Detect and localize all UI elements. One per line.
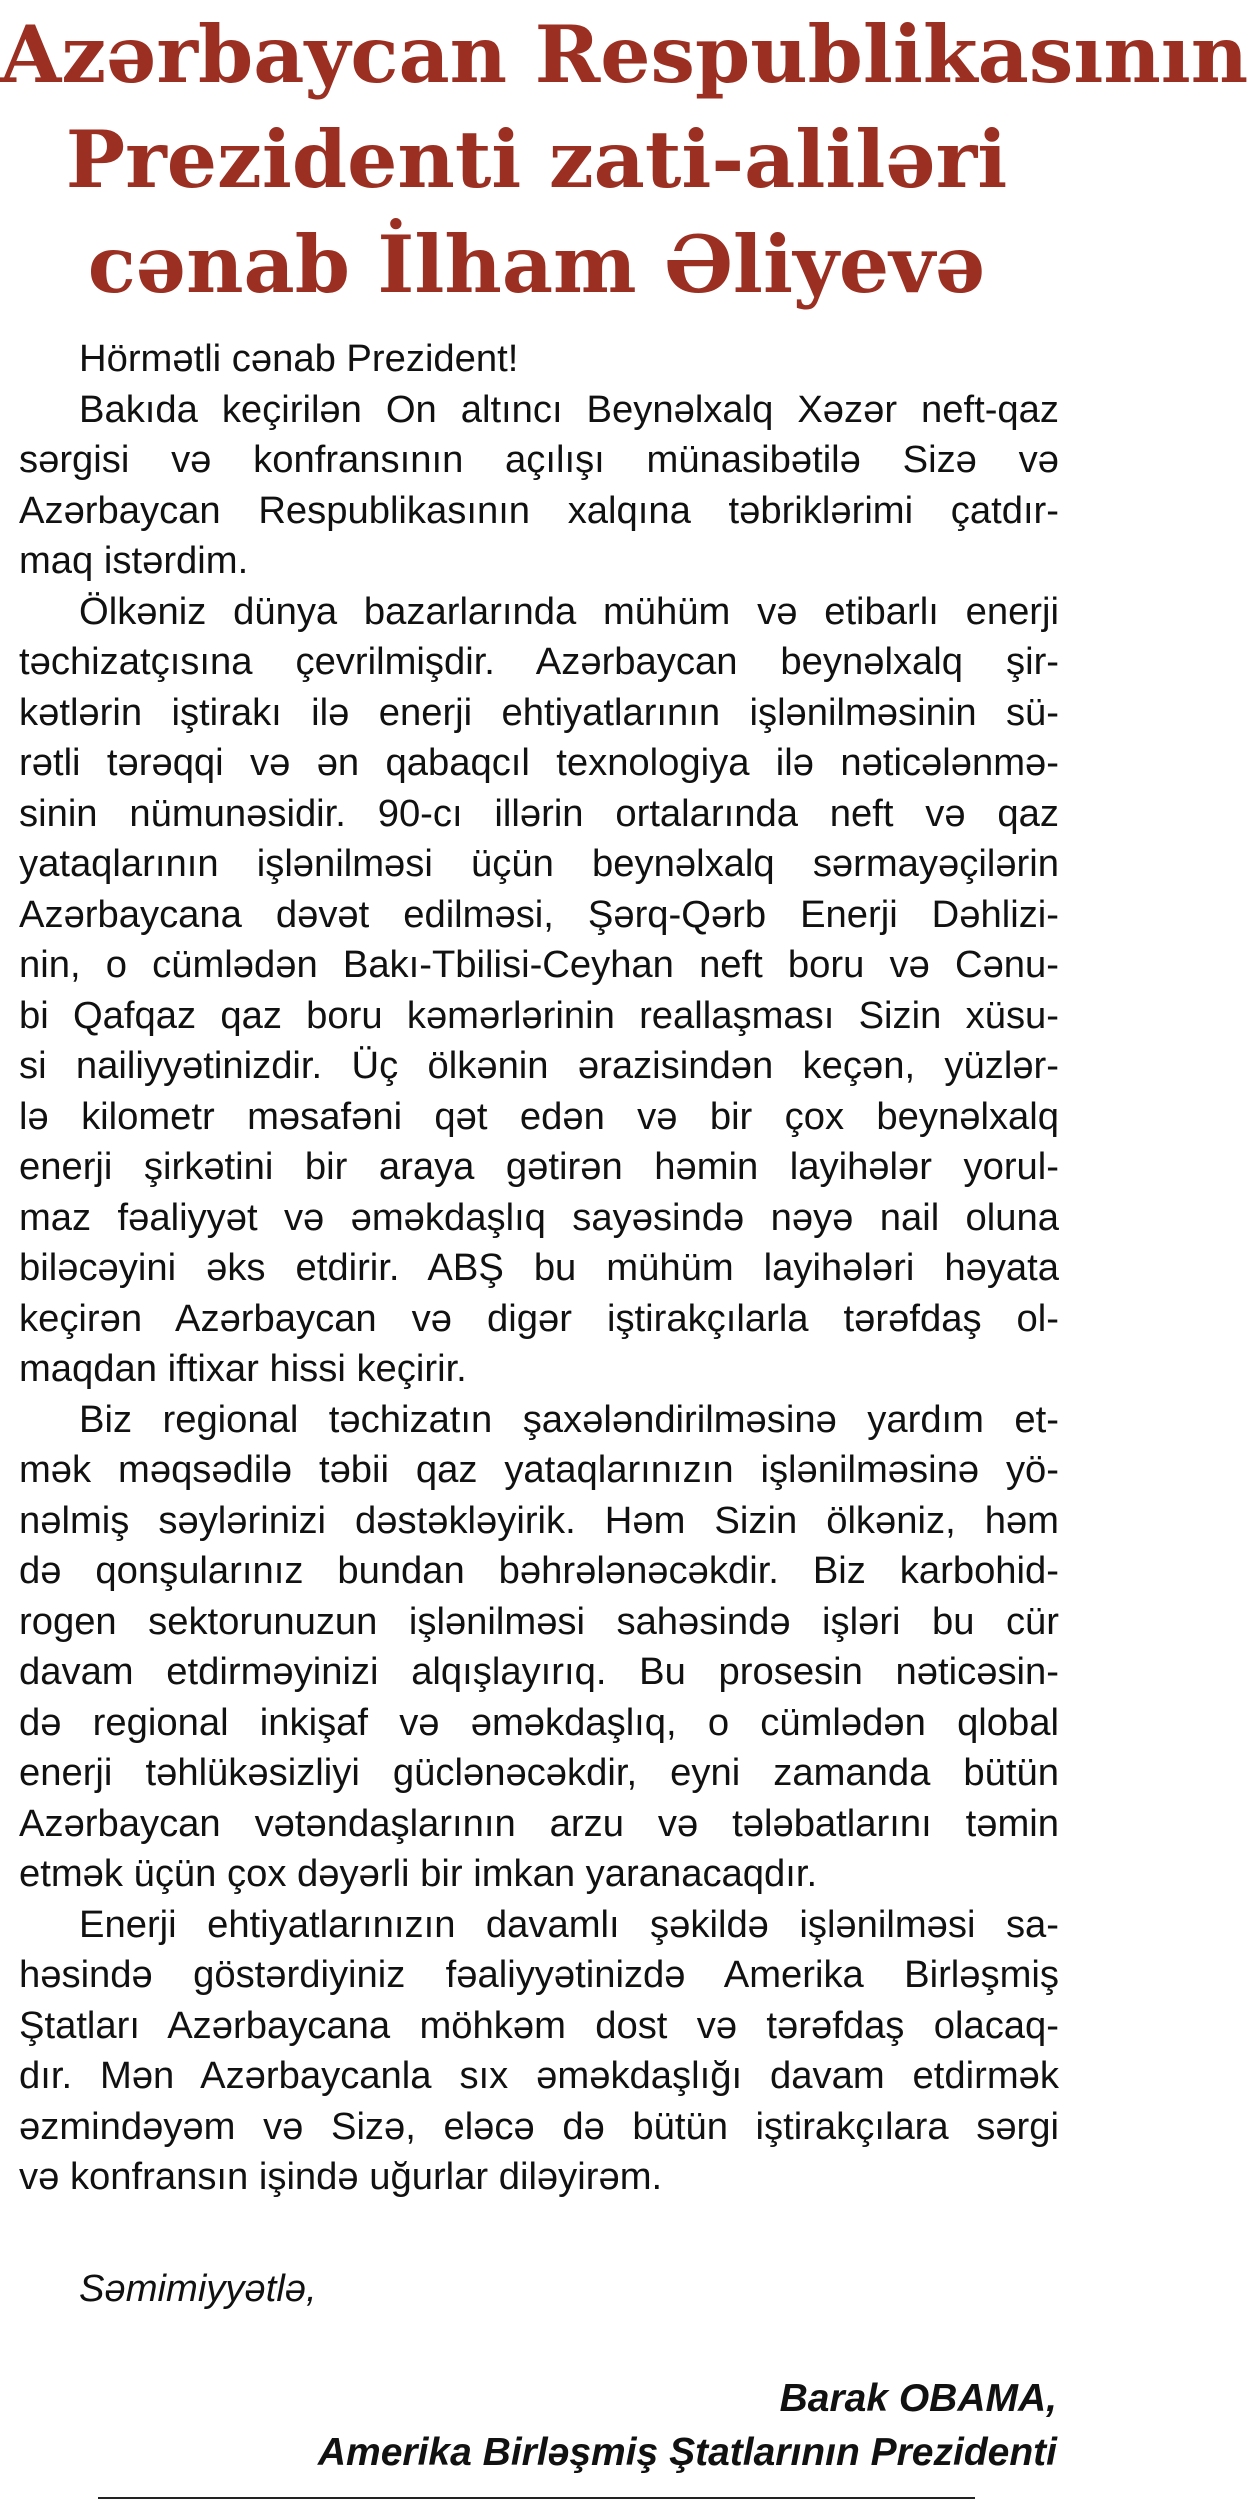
paragraph-line: Azərbaycan vətəndaşlarının arzu və tələbatlarını təmin: [19, 1801, 1059, 1845]
title-line: Azərbaycan Respublikasının: [0, 8, 1248, 101]
paragraph-line: Azərbaycana dəvət edilməsi, Şərq-Qərb Enerji Dəhlizi-: [19, 892, 1059, 936]
paragraph-line: də qonşularınız bundan bəhrələnəcəkdir. Biz karbohid-: [19, 1549, 1059, 1592]
title-line: cənab İlham Əliyevə: [87, 218, 986, 311]
paragraph-first-line: Bakıda keçirilən On altıncı Beynəlxalq Xəzər neft-qaz: [79, 387, 1059, 431]
paragraph-line: mək məqsədilə təbii qaz yataqlarınızın işlənilməsinə yö-: [19, 1448, 1059, 1491]
paragraph-first-line: Enerji ehtiyatlarınızın davamlı şəkildə işlənilməsi sa-: [79, 1902, 1059, 1946]
paragraph-line: etmək üçün çox dəyərli bir imkan yaranacaqdır.: [19, 1852, 818, 1895]
paragraph-line: təchizatçısına çevrilmişdir. Azərbaycan beynəlxalq şir-: [19, 640, 1059, 683]
paragraph-line: bi Qafqaz qaz boru kəmərlərinin reallaşması Sizin xüsu-: [19, 993, 1059, 1037]
paragraph-line: maz fəaliyyət və əməkdaşlıq sayəsində nəyə nail oluna: [19, 1195, 1059, 1239]
paragraph-line: yataqlarının işlənilməsi üçün beynəlxalq sərmayəçilərin: [19, 842, 1059, 885]
paragraph-line: nəlmiş səylərinizi dəstəkləyirik. Həm Sizin ölkəniz, həm: [19, 1498, 1059, 1542]
paragraph-line: və konfransın işində uğurlar diləyirəm.: [19, 2155, 663, 2198]
letter-title: [0, 2, 1248, 317]
paragraph-line: maqdan iftixar hissi keçirir.: [19, 1347, 467, 1390]
paragraph-line: sərgisi və konfransının açılışı münasibətilə Sizə və: [19, 438, 1059, 481]
paragraph-first-line: Biz regional təchizatın şaxələndirilməsinə yardım et-: [79, 1397, 1059, 1441]
paragraph-line: enerji şirkətini bir araya gətirən həmin layihələr yorul-: [19, 1145, 1059, 1188]
paragraph-line: maq istərdim.: [19, 539, 249, 582]
paragraph-line: sinin nümunəsidir. 90-cı illərin ortalarında neft və qaz: [19, 791, 1059, 835]
paragraph-line: Azərbaycan Respublikasının xalqına təbriklərimi çatdır-: [19, 488, 1059, 532]
paragraph-line: biləcəyini əks etdirir. ABŞ bu mühüm layihələri həyata: [19, 1246, 1059, 1289]
signature-position: Amerika Birləşmiş Ştatlarının Prezidenti: [317, 2431, 1057, 2474]
paragraph-line: davam etdirməyinizi alqışlayırıq. Bu prosesin nəticəsin-: [19, 1650, 1059, 1693]
closing-greeting: Səmimiyyətlə,: [79, 2267, 317, 2310]
paragraph-line: rətli tərəqqi və ən qabaqcıl texnologiya ilə nəticələnmə-: [19, 741, 1059, 784]
paragraph-line: lə kilometr məsafəni qət edən və bir çox beynəlxalq: [19, 1094, 1059, 1138]
paragraph-line: nin, o cümlədən Bakı-Tbilisi-Ceyhan neft boru və Cənu-: [19, 943, 1059, 986]
signature-name: Barak OBAMA,: [779, 2377, 1057, 2420]
paragraph-line: də regional inkişaf və əməkdaşlıq, o cümlədən qlobal: [19, 1700, 1059, 1744]
paragraph-line: rogen sektorunuzun işlənilməsi sahəsində işləri bu cür: [19, 1599, 1059, 1643]
paragraph-line: keçirən Azərbaycan və digər iştirakçılarla tərəfdaş ol-: [19, 1296, 1059, 1340]
paragraph-line: si nailiyyətinizdir. Üç ölkənin ərazisindən keçən, yüzlər-: [19, 1044, 1059, 1087]
paragraph-line: əzmindəyəm və Sizə, eləcə də bütün iştirakçılara sərgi: [19, 2104, 1059, 2148]
bottom-divider: [98, 2497, 975, 2499]
paragraph-line: dır. Mən Azərbaycanla sıx əməkdaşlığı davam etdirmək: [19, 2054, 1059, 2097]
letter-body: [19, 334, 1059, 2203]
title-line: Prezidenti zati-aliləri: [65, 113, 1008, 206]
salutation: Hörmətli cənab Prezident!: [79, 337, 519, 380]
paragraph-line: enerji təhlükəsizliyi güclənəcəkdir, eyni zamanda bütün: [19, 1751, 1059, 1794]
paragraph-line: həsində göstərdiyiniz fəaliyyətinizdə Amerika Birləşmiş: [19, 1953, 1059, 1996]
paragraph-line: Ştatları Azərbaycana möhkəm dost və tərəfdaş olacaq-: [19, 2003, 1059, 2047]
paragraph-line: kətlərin iştirakı ilə enerji ehtiyatlarının işlənilməsinin sü-: [19, 690, 1059, 734]
paragraph-first-line: Ölkəniz dünya bazarlarında mühüm və etibarlı enerji: [79, 589, 1059, 633]
